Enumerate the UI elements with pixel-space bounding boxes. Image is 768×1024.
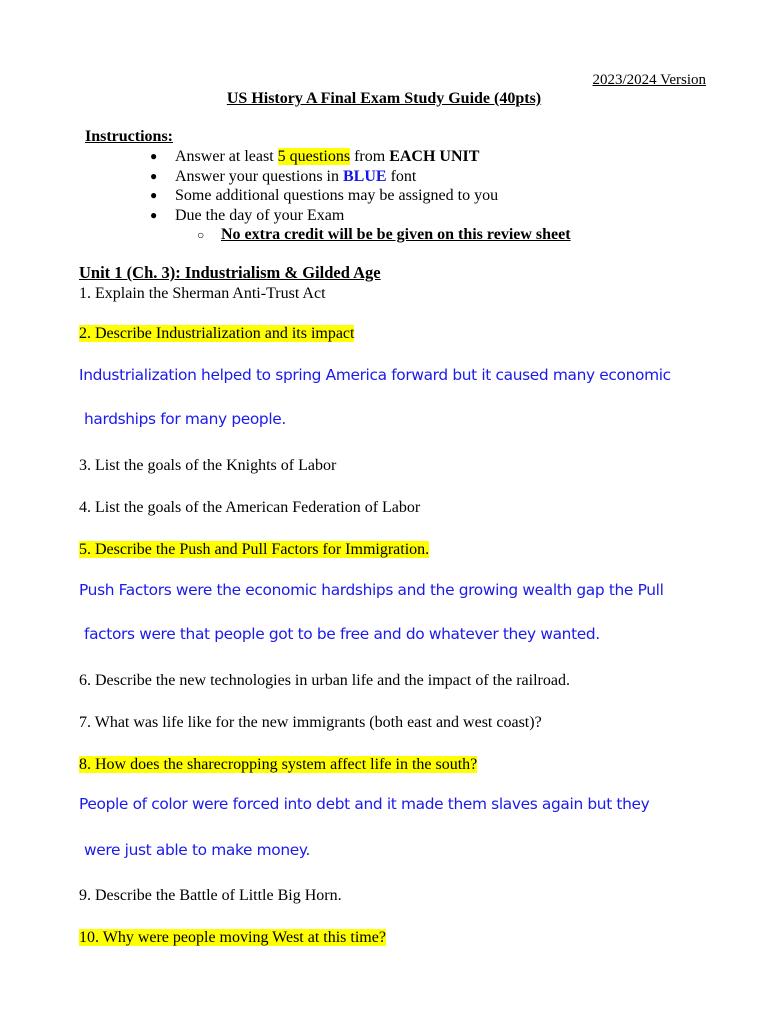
- question-6: 6. Describe the new technologies in urban life and the impact of the railroad.: [79, 672, 570, 689]
- instructions-list: [150, 147, 498, 225]
- question-10: [79, 928, 386, 948]
- highlighted-text: 5 questions: [277, 148, 351, 165]
- bullet-icon: ●: [150, 149, 158, 163]
- highlighted-question: 2. Describe Industrialization and its impact: [79, 325, 355, 342]
- answer-2-line-2: hardships for many people.: [84, 410, 286, 428]
- answer-8-line-1: People of color were forced into debt and it made them slaves again but they: [79, 795, 650, 813]
- bold-text: EACH UNIT: [389, 148, 480, 165]
- question-4: 4. List the goals of the American Federation of Labor: [79, 499, 421, 516]
- answer-8-line-2: were just able to make money.: [84, 841, 310, 859]
- blue-bold-text: BLUE: [342, 167, 387, 185]
- instruction-text: Answer at least: [175, 148, 278, 165]
- bullet-icon: ●: [150, 188, 158, 202]
- highlighted-question: 10. Why were people moving West at this time?: [79, 929, 386, 946]
- instruction-text: font: [386, 167, 417, 185]
- question-8: [79, 755, 477, 775]
- instruction-text: from: [350, 148, 390, 165]
- instruction-text: Due the day of your Exam: [175, 206, 345, 224]
- unit-heading: Unit 1 (Ch. 3): Industrialism & Gilded Age: [79, 263, 381, 282]
- question-7: 7. What was life like for the new immigrants (both east and west coast)?: [79, 714, 542, 731]
- question-5: [79, 540, 429, 560]
- bullet-icon: ●: [150, 168, 158, 183]
- question-2: [79, 324, 354, 344]
- sub-instruction: [197, 225, 571, 245]
- no-extra-credit-note: No extra credit will be be given on this review sheet: [221, 226, 571, 243]
- version-label: 2023/2024 Version: [592, 72, 706, 88]
- highlighted-question: 8. How does the sharecropping system affect life in the south?: [79, 756, 478, 773]
- circle-bullet-icon: ○: [197, 228, 205, 242]
- answer-2-line-1: Industrialization helped to spring America forward but it caused many economic: [79, 366, 671, 384]
- instructions-heading: Instructions:: [85, 128, 174, 145]
- question-3: 3. List the goals of the Knights of Labor: [79, 457, 337, 474]
- highlighted-question: 5. Describe the Push and Pull Factors for Immigration.: [79, 541, 430, 558]
- bullet-icon: ●: [150, 207, 158, 222]
- question-1: 1. Explain the Sherman Anti-Trust Act: [79, 285, 326, 302]
- instruction-item: [150, 167, 498, 187]
- page-title: US History A Final Exam Study Guide (40pts): [226, 90, 542, 107]
- instruction-item: [150, 206, 498, 226]
- instruction-text: Some additional questions may be assigned to you: [175, 187, 499, 204]
- answer-5-line-1: Push Factors were the economic hardships and the growing wealth gap the Pull: [79, 581, 664, 599]
- question-9: 9. Describe the Battle of Little Big Horn.: [79, 887, 342, 904]
- answer-5-line-2: factors were that people got to be free and do whatever they wanted.: [84, 625, 600, 643]
- instruction-item: [150, 147, 498, 167]
- instruction-item: [150, 186, 498, 206]
- instruction-text: Answer your questions in: [175, 167, 343, 185]
